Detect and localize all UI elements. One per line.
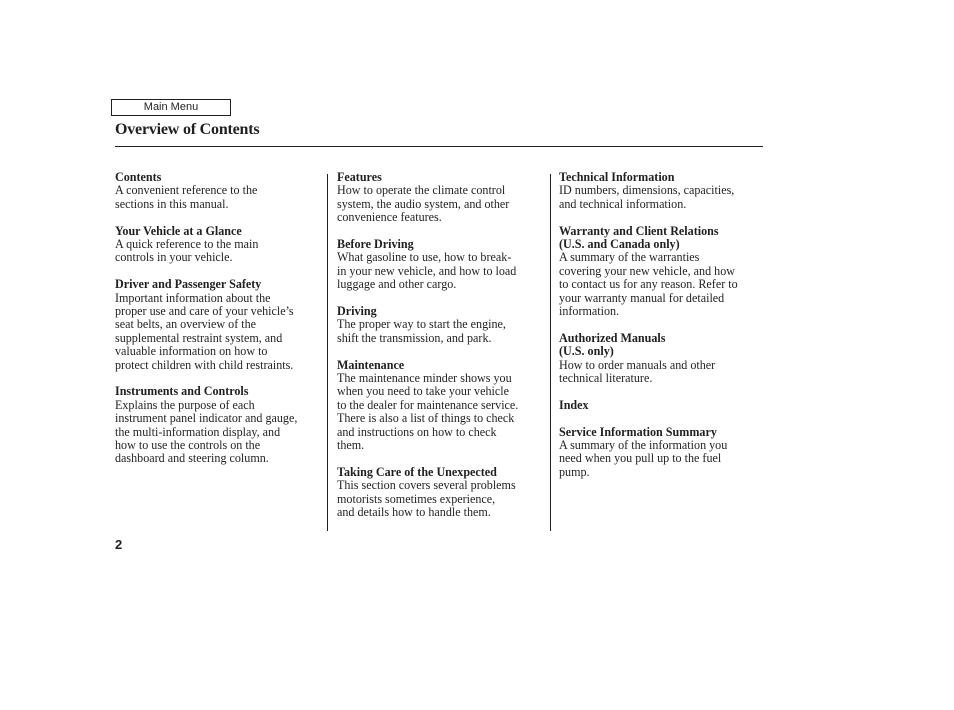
toc-entry-index[interactable] xyxy=(559,399,769,412)
entry-description: How to operate the climate control system, the audio system, and other convenience features. xyxy=(337,183,510,225)
toc-entry-vehicle-at-a-glance[interactable] xyxy=(115,225,325,265)
entry-description: What gasoline to use, how to break- in your new vehicle, and how to load luggage and other cargo. xyxy=(337,250,517,292)
toc-entry-features[interactable] xyxy=(337,171,549,225)
toc-entry-authorized-manuals[interactable] xyxy=(559,332,769,386)
toc-entry-taking-care-unexpected[interactable] xyxy=(337,466,549,520)
toc-entry-contents[interactable] xyxy=(115,171,325,211)
column-divider-2 xyxy=(550,174,551,531)
toc-entry-service-information-summary[interactable] xyxy=(559,426,769,480)
entry-description: The maintenance minder shows you when you need to take your vehicle to the dealer for maintenance service. There is also a list of things to check and instructions on how to check them. xyxy=(337,371,519,453)
entry-title[interactable]: Index xyxy=(559,397,589,412)
entry-description: How to order manuals and other technical literature. xyxy=(559,357,716,386)
entry-description: A convenient reference to the sections in this manual. xyxy=(115,183,258,211)
contents-column-3 xyxy=(559,171,769,493)
entry-title[interactable]: Warranty and Client Relations (U.S. and Canada only) xyxy=(559,223,719,252)
entry-title[interactable]: Maintenance xyxy=(337,357,405,372)
toc-entry-instruments-controls[interactable] xyxy=(115,385,325,465)
entry-title[interactable]: Driver and Passenger Safety xyxy=(115,277,262,292)
entry-title[interactable]: Before Driving xyxy=(337,237,414,252)
page-title: Overview of Contents xyxy=(115,121,260,138)
column-divider-1 xyxy=(327,174,328,531)
entry-description: Important information about the proper use and care of your vehicle’s seat belts, an overview of the supplemental restraint system, and valuable information on how to protect children with child restraints. xyxy=(115,290,294,372)
toc-entry-technical-information[interactable] xyxy=(559,171,769,211)
entry-title[interactable]: Driving xyxy=(337,304,377,319)
entry-description: A summary of the warranties covering your new vehicle, and how to contact us for any reason. Refer to your warranty manual for detailed information. xyxy=(559,250,738,319)
entry-title[interactable]: Taking Care of the Unexpected xyxy=(337,464,497,479)
contents-column-2 xyxy=(337,171,549,533)
toc-entry-before-driving[interactable] xyxy=(337,238,549,292)
toc-entry-warranty-client-relations[interactable] xyxy=(559,225,769,319)
toc-entry-driving[interactable] xyxy=(337,305,549,345)
entry-title[interactable]: Service Information Summary xyxy=(559,424,717,439)
main-menu-button[interactable]: Main Menu xyxy=(111,99,231,116)
entry-description: The proper way to start the engine, shift the transmission, and park. xyxy=(337,317,506,345)
title-divider xyxy=(115,146,763,147)
toc-entry-maintenance[interactable] xyxy=(337,359,549,453)
entry-title[interactable]: Contents xyxy=(115,170,162,184)
toc-entry-driver-passenger-safety[interactable] xyxy=(115,278,325,372)
entry-description: A quick reference to the main controls in your vehicle. xyxy=(115,237,259,265)
entry-title[interactable]: Features xyxy=(337,170,382,184)
entry-title[interactable]: Your Vehicle at a Glance xyxy=(115,223,242,238)
entry-title[interactable]: Authorized Manuals (U.S. only) xyxy=(559,330,666,359)
entry-description: ID numbers, dimensions, capacities, and technical information. xyxy=(559,183,735,211)
entry-title[interactable]: Technical Information xyxy=(559,170,675,184)
entry-title[interactable]: Instruments and Controls xyxy=(115,384,249,399)
entry-description: This section covers several problems motorists sometimes experience, and details how to handle them. xyxy=(337,478,516,520)
entry-description: A summary of the information you need when you pull up to the fuel pump. xyxy=(559,438,728,479)
entry-description: Explains the purpose of each instrument panel indicator and gauge, the multi-information display, and how to use the controls on the dashboard and steering column. xyxy=(115,397,298,466)
contents-column-1 xyxy=(115,171,325,479)
page-number: 2 xyxy=(115,537,123,552)
